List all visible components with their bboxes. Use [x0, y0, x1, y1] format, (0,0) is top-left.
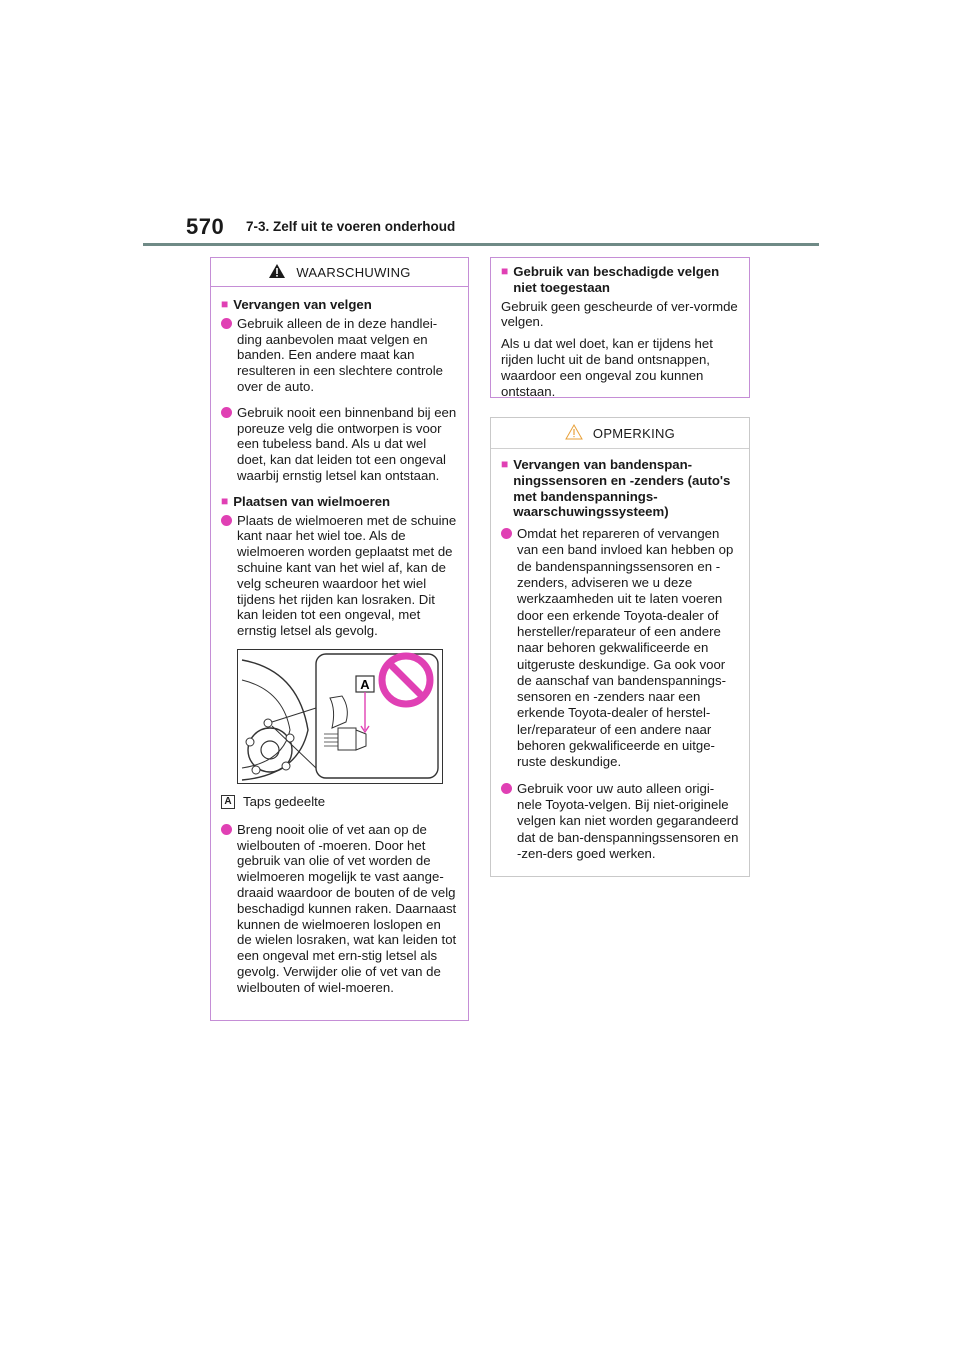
damaged-rims-box	[490, 257, 750, 398]
list-item	[221, 513, 458, 639]
list-item	[221, 822, 458, 996]
bullet-text: Plaats de wielmoeren met de schuine kant naar het wiel toe. Als de wielmoeren worden geplaatst met de schuine kant van het wiel af, kan de velg scheuren waardoor het wiel tijdens het rijden kan losraken. Dit kan leiden tot een ongeval, met ernstig letsel als gevolg.	[237, 512, 457, 639]
figure-caption	[221, 794, 458, 810]
bullet-text: Gebruik alleen de in deze handlei-ding aanbevolen maat velgen en banden. Een andere maat kan resulteren in een slechtere controle over de auto.	[237, 315, 443, 394]
circle-bullet-icon	[221, 318, 232, 329]
paragraph: Als u dat wel doet, kan er tijdens het rijden lucht uit de band ontsnappen, waardoor een ongeval zou kunnen ontstaan.	[501, 336, 713, 399]
warning-triangle-icon	[268, 263, 286, 282]
square-bullet-icon: ■	[501, 457, 509, 471]
notice-box	[490, 417, 750, 877]
circle-bullet-icon	[221, 824, 232, 835]
list-item	[501, 781, 739, 862]
bullet-text: Breng nooit olie of vet aan op de wielbouten of -moeren. Door het gebruik van olie of vet worden de wielmoeren mogelijk te vast aange-draaid waardoor de bouten of de velg beschadigd kunnen raken. Daarnaast kunnen de wielmoeren loslopen en de wielen losraken, wat kan leiden tot een ongeval met ern-stig letsel als gevolg. Verwijder olie of vet van de wielbouten of wiel-moeren.	[237, 821, 457, 995]
list-item	[221, 405, 458, 484]
caption-label: A	[221, 795, 235, 809]
circle-bullet-icon	[221, 407, 232, 418]
header-rule	[143, 243, 819, 246]
list-item	[501, 526, 739, 770]
wheel-nut-illustration	[237, 649, 443, 784]
bullet-text: Gebruik voor uw auto alleen origi-nele Toyota-velgen. Bij niet-originele velgen kan niet worden gegarandeerd dat de ban-denspanningssensoren en -zen-ders goed werken.	[517, 780, 739, 861]
page-number: 570	[186, 214, 225, 239]
circle-bullet-icon	[501, 783, 512, 794]
square-bullet-icon: ■	[221, 493, 229, 508]
bullet-text: Omdat het repareren of vervangen van een band invloed kan hebben op de bandenspanningssensoren en -zenders, adviseren we u deze werkzaamheden uit te laten voeren door een erkende Toyota-dealer of hersteller/reparateur of een andere naar behoren gekwalificeerde en uitgeruste deskundige. Ga ook voor de aanschaf van bandenspannings-sensoren en -zenders naar een erkende Toyota-dealer of herstel-ler/reparateur of een andere naar behoren gekwalificeerde en uitge-ruste deskundige.	[517, 526, 734, 770]
section-heading-sensoren: Vervangen van bandenspan-ningssensoren en -zenders (auto's met bandenspannings-waarschuwingssysteem)	[513, 457, 731, 520]
circle-bullet-icon	[501, 528, 512, 539]
list-item	[221, 316, 458, 395]
figure-label: A	[360, 676, 370, 692]
warning-title: WAARSCHUWING	[296, 264, 411, 280]
notice-triangle-icon	[565, 424, 583, 443]
section-title: 7-3. Zelf uit te voeren onderhoud	[246, 219, 456, 234]
square-bullet-icon: ■	[221, 297, 229, 311]
paragraph: Gebruik geen gescheurde of ver-vormde velgen.	[501, 298, 738, 330]
section-heading-beschadigde-velgen: Gebruik van beschadigde velgen niet toegestaan	[513, 264, 720, 295]
warning-header	[211, 258, 468, 287]
section-heading-velgen: Vervangen van velgen	[233, 297, 372, 312]
warning-box	[210, 257, 469, 1021]
notice-header	[491, 418, 749, 449]
notice-title: OPMERKING	[592, 425, 676, 441]
square-bullet-icon: ■	[501, 264, 509, 278]
circle-bullet-icon	[221, 515, 232, 526]
caption-text: Taps gedeelte	[243, 793, 326, 809]
wheel-nut-drawing	[238, 650, 442, 783]
bullet-text: Gebruik nooit een binnenband bij een poreuze velg die ontworpen is voor een tubeless band. Als u dat wel doet, kan dat leiden tot een ongeval waarbij ernstig letsel kan ontstaan.	[237, 404, 457, 483]
section-heading-wielmoeren: Plaatsen van wielmoeren	[233, 493, 391, 509]
